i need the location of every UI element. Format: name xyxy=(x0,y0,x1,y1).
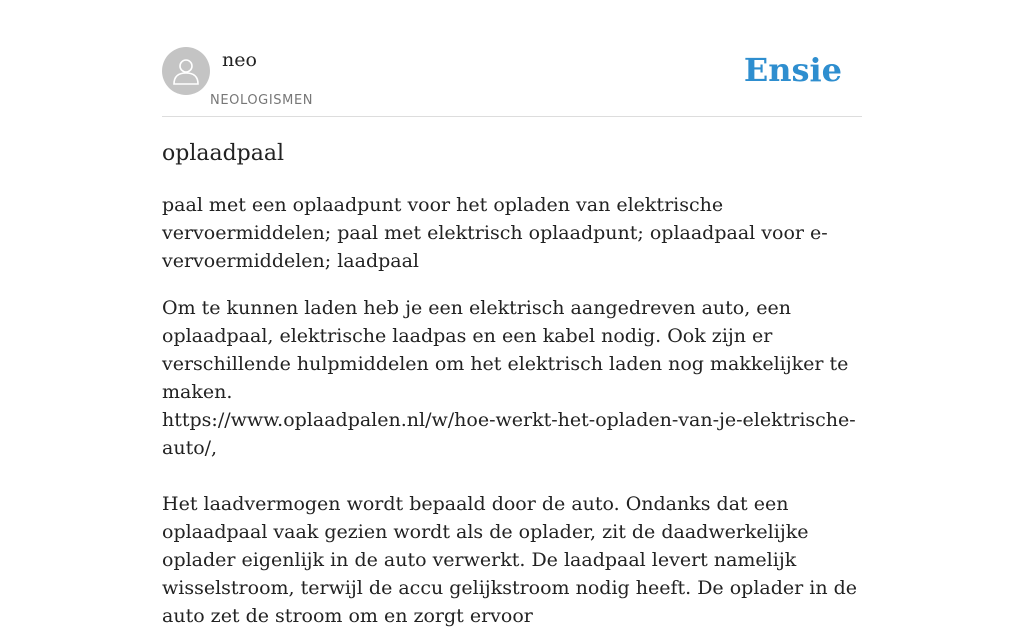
example-text-1: Om te kunnen laden heb je een elektrisch aangedreven auto, een oplaadpaal, elektrische laadpas en een kabel nodig. Ook zijn er verschillende hulpmiddelen om het elektrisch laden nog makkelijker te maken. xyxy=(162,297,849,403)
entry-definition: paal met een oplaadpunt voor het opladen van elektrische vervoermiddelen; paal met elektrisch oplaadpunt; oplaadpaal voor e-vervoermiddelen; laadpaal xyxy=(162,194,828,272)
avatar[interactable] xyxy=(162,47,210,95)
entry-content xyxy=(162,138,862,630)
category-label[interactable]: NEOLOGISMEN xyxy=(210,93,314,108)
user-avatar-icon xyxy=(171,56,201,86)
example-source-link[interactable]: https://www.oplaadpalen.nl/w/hoe-werkt-het-opladen-van-je-elektrische-auto/, xyxy=(162,409,856,459)
author-name-link[interactable]: neo xyxy=(222,49,257,71)
example-text-2: Het laadvermogen wordt bepaald door de auto. Ondanks dat een oplaadpaal vaak gezien wordt als de oplader, zit de daadwerkelijke oplader eigenlijk in de auto verwerkt. De laadpaal levert namelijk wisselstroom, terwijl de accu gelijkstroom nodig heeft. De oplader in de auto zet de stroom om en zorgt ervoor xyxy=(162,493,858,627)
entry-example xyxy=(162,294,862,630)
header xyxy=(162,46,862,117)
brand-logo-link[interactable]: Ensie xyxy=(743,51,842,89)
entry-title: oplaadpaal xyxy=(162,141,285,166)
